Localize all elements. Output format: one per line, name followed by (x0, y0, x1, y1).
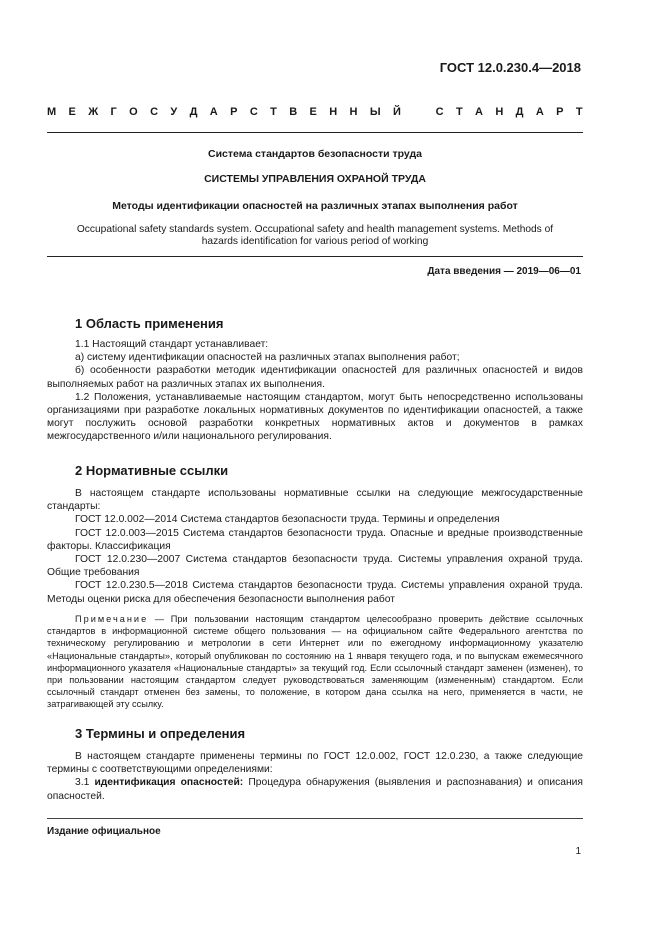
banner-letter: А (535, 106, 544, 118)
note-paragraph (47, 613, 583, 711)
banner-letter: С (150, 106, 159, 118)
banner-letter: М (47, 106, 57, 118)
term-definition (47, 776, 583, 802)
reference-gost-12-0-230-5: ГОСТ 12.0.230.5—2018 Система стандартов безопасности труда. Системы управления охраной труда. Методы оценки риска для обеспечения безопасности выполнения работ (47, 580, 583, 605)
term-number: 3.1 (75, 777, 95, 789)
banner-letter: Н (495, 106, 504, 118)
note-label: Примечание (75, 614, 149, 624)
banner-letter: В (289, 106, 298, 118)
banner-gap (413, 106, 423, 118)
reference-gost-12-0-002: ГОСТ 12.0.002—2014 Система стандартов безопасности труда. Термины и определения (75, 514, 500, 526)
system-title: Система стандартов безопасности труда (207, 148, 423, 160)
banner-letter: Ж (88, 106, 99, 118)
section1-p1: 1.1 Настоящий стандарт устанавливает: (75, 339, 269, 350)
reference-gost-12-0-230: ГОСТ 12.0.230—2007 Система стандартов безопасности труда. Системы управления охраной труда. Общие требования (47, 554, 583, 579)
banner-letter: С (249, 106, 258, 118)
banner-letter: Н (329, 106, 338, 118)
term-name: идентификация опасностей: (94, 777, 244, 789)
banner-letter: Й (393, 106, 401, 118)
section3-p1: В настоящем стандарте применены термины по ГОСТ 12.0.002, ГОСТ 12.0.230, а также следующие термины с соответствующими определениями: (47, 751, 583, 776)
section1-body (47, 338, 583, 444)
english-title: Occupational safety standards system. Occupational safety and health management systems. Methods of hazards identification for various period of working (76, 224, 554, 247)
reference-gost-12-0-003: ГОСТ 12.0.003—2015 Система стандартов безопасности труда. Опасные и вредные производственные факторы. Классификация (47, 527, 583, 552)
middle-divider (47, 256, 583, 257)
interstate-standard-banner (47, 106, 583, 118)
page-number: 1 (575, 846, 581, 857)
gost-number: ГОСТ 12.0.230.4—2018 (439, 60, 581, 75)
banner-letter: Г (110, 106, 117, 118)
section3-heading: 3 Термины и определения (75, 726, 246, 741)
banner-letter: У (170, 106, 178, 118)
section2-body (47, 487, 583, 606)
section3-body (47, 750, 583, 803)
banner-letter: Е (68, 106, 76, 118)
banner-letter: Т (270, 106, 277, 118)
note-text: — При пользовании настоящим стандартом целесообразно проверить действие ссылочных стандартов в информационной системе общего пользования — на официальном сайте Федерального агентства по техническому регулированию и метрологии в сети Интернет или по ежегодному информационному указателю «Национальные стандарты», который опубликован по состоянию на 1 января текущего года, и по выпускам ежемесячного информационного указателя «Национальные стандарты» за текущий год. Если ссылочный стандарт заменен (изменен), то при пользовании настоящим стандартом следует руководствоваться заменяющим (измененным) стандартом. Если ссылочный стандарт отменен без замены, то положение, в котором дана ссылка на него, применяется в части, не затрагивающей эту ссылку. (47, 614, 583, 710)
top-divider (47, 132, 583, 133)
banner-letter: С (435, 106, 444, 118)
banner-letter: Р (556, 106, 564, 118)
section1-heading: 1 Область применения (75, 316, 224, 331)
section1-p3: б) особенности разработки методик идентификации опасностей для различных опасностей и видов выполняемых работ на различных этапах их выполнения. (47, 365, 583, 390)
banner-letter: Д (189, 106, 198, 118)
banner-letter: А (475, 106, 483, 118)
term-text: Процедура обнаружения (выявления и распознавания) и описания опасностей. (47, 777, 583, 802)
section2-heading: 2 Нормативные ссылки (75, 463, 229, 478)
banner-letter: Р (230, 106, 238, 118)
banner-letter: Н (349, 106, 358, 118)
footer-divider (47, 818, 583, 819)
banner-letter: Т (575, 106, 583, 118)
banner-letter: Д (515, 106, 524, 118)
section1-p2: а) систему идентификации опасностей на различных этапах выполнения работ; (75, 352, 460, 364)
section1-p4: 1.2 Положения, устанавливаемые настоящим стандартом, могут быть непосредственно использованы организациями при разработке локальных нормативных документов по идентификации опасностей, а также могут послужить основой разработки конкретных нормативных актов и документов в рамках межгосударственного и/или национального регулирования. (47, 391, 583, 443)
banner-letter: О (129, 106, 138, 118)
banner-letter: Ы (369, 106, 381, 118)
introduction-date: Дата введения — 2019—06—01 (427, 266, 581, 277)
official-edition-label: Издание официальное (47, 826, 161, 837)
banner-letter: А (209, 106, 218, 118)
section2-p1: В настоящем стандарте использованы нормативные ссылки на следующие межгосударственные стандарты: (47, 488, 583, 513)
main-title: СИСТЕМЫ УПРАВЛЕНИЯ ОХРАНОЙ ТРУДА (204, 173, 426, 185)
note-block (47, 613, 583, 711)
document-subtitle: Методы идентификации опасностей на различных этапах выполнения работ (112, 200, 518, 212)
banner-letter: Е (309, 106, 317, 118)
banner-letter: Т (455, 106, 463, 118)
